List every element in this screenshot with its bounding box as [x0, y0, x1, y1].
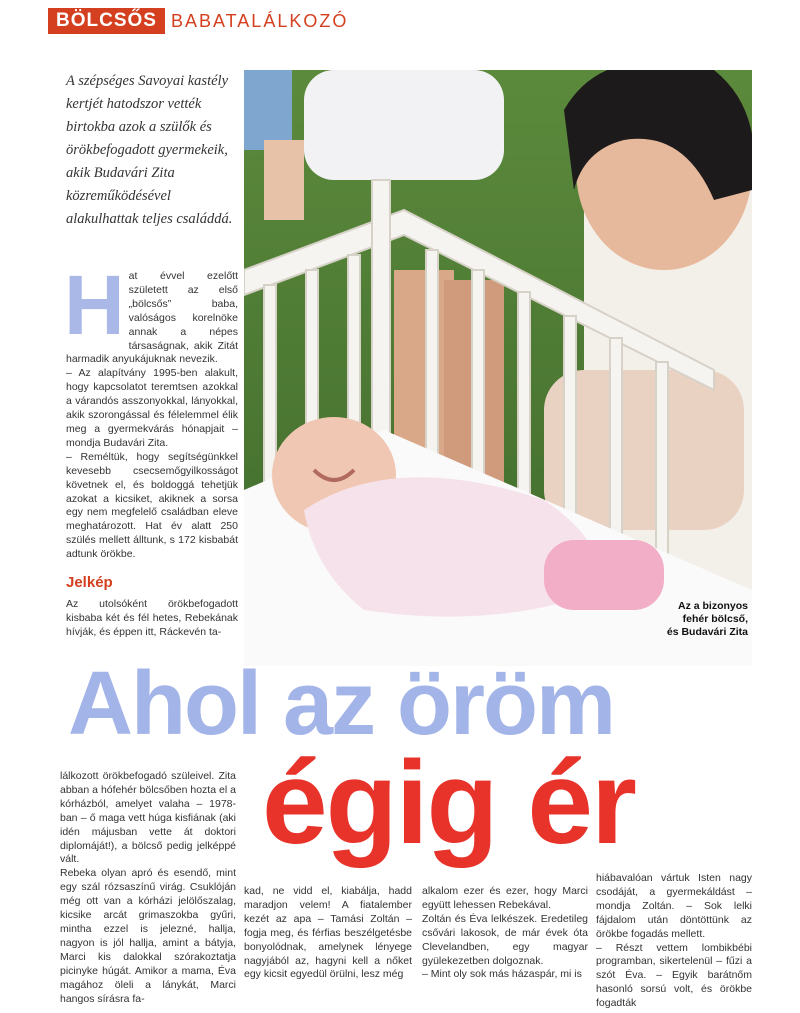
intro-lead: A szépséges Savoyai kastély kertjét hatodszor vették birtokba azok a szülők és örökbefogadott gyermekeik, akik Budavári Zita közreműködésével alakulhattak teljes családdá. — [66, 73, 233, 227]
paragraph: kad, ne vidd el, kiabálja, hadd maradjon velem! A fiatalember kezét az apa – Tamási Zoltán – fogja meg, és férfias beszélgetésbe bonyolódnak, amelynek lényege nagyjából az, hagyni kell a nőket egy kicsit egyedül örülni, lesz még — [244, 885, 412, 981]
caption-line: fehér bölcső, — [682, 613, 748, 625]
section-subtitle: BABATALÁLKOZÓ — [170, 10, 349, 31]
paragraph: – Reméltük, hogy segítségünkkel kevesebb csecsemőgyilkosságot követnek el, és boldoggá tehetjük azokat a kicsiket, akiknek a sorsa egy nem megfelelő családban eleve meghatározott. Hat év alatt 250 szülés mellett álltunk, s 172 kisbabát adtunk örökbe. — [66, 450, 238, 561]
paragraph: – Az alapítvány 1995-ben alakult, hogy kapcsolatot teremtsen azokkal a várandós asszonyokkal, lányokkal, akik szorongással és félelemmel élik meg a gyermekvárás hónapjait – mondja Budavári Zita. — [66, 367, 238, 449]
article-column-3 — [244, 885, 412, 982]
paragraph: alkalom ezer és ezer, hogy Marci együtt lehessen Rebekával. — [422, 885, 588, 911]
photo-illustration — [244, 70, 752, 666]
paragraph: – Részt vettem lombikbébi programban, sikertelenül – fűzi a szót Éva. – Egyik barátnőm hasonló sorsú volt, és örökbe fogadták — [596, 941, 752, 1010]
subheading: Jelkép — [66, 574, 113, 592]
paragraph: – Mint oly sok más házaspár, mi is — [422, 968, 582, 981]
caption-line: Az a bizonyos — [677, 600, 748, 612]
section-header — [48, 8, 348, 34]
headline-line-1: Ahol az öröm — [68, 654, 615, 754]
drop-cap: H — [64, 258, 125, 352]
article-column-4 — [422, 885, 588, 982]
article-column-5 — [596, 872, 752, 1011]
caption-line: és Budavári Zita — [666, 626, 748, 638]
paragraph: lálkozott örökbefogadó szüleivel. Zita abban a hófehér bölcsőben hozta el a kórházból, amelyet valaha – 1978-ban – ő maga vett húga kisfiának (aki idén májusban vette át doktori diplomáját!), a bölcső pedig jelképpé vált. — [60, 770, 236, 866]
paragraph: at évvel ezelőtt született az első „bölcsős” baba, valóságos korelnöke annak a népes társaságnak, akik Zitát harmadik anyukájuknak nevezik. — [66, 270, 238, 366]
section-badge: BÖLCSŐS — [48, 8, 165, 34]
paragraph: hiábavalóan vártuk Isten nagy csodáját, a gyermekáldást – mondja Zoltán. – Sok lelki fájdalom után döntöttünk az örökbe fogadás mellett. — [596, 872, 752, 940]
paragraph: Rebeka olyan apró és esendő, mint egy szál rózsaszínű virág. Csuklóján még ott van a kórházi jelölőszalag, kicsike arcát grimaszokba gyűri, mintha ezzel is jelezné, hallja, nagyon is jól hallja, amint a bátyja, Marci kis dalokkal szórakoztatja picinyke húgát. Amikor a mama, Éva magához öleli a lánykát, Marci hangos sírásra fa- — [60, 867, 236, 1005]
article-column-1 — [64, 258, 238, 640]
photo-caption — [667, 600, 748, 639]
article-column-2 — [60, 770, 236, 1006]
article-photo — [244, 70, 752, 666]
page-margin — [752, 0, 800, 1013]
paragraph: Az utolsóként örökbefogadott kisbaba két és fél hetes, Rebekának hívják, és éppen itt, Ráckevén ta- — [66, 597, 238, 638]
paragraph: Zoltán és Éva lelkészek. Eredetileg csővári lakosok, de már évek óta Clevelandben, egy magyar gyülekezetben dolgoznak. — [422, 912, 588, 967]
headline-line-2: égig ér — [262, 737, 635, 869]
